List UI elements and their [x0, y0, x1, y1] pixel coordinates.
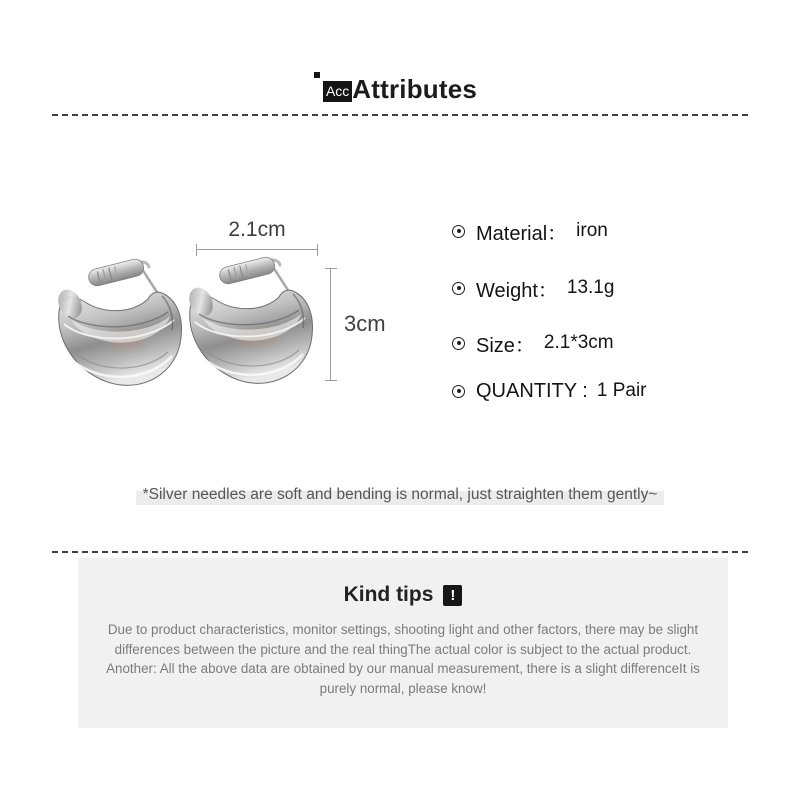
acc-badge-wrap	[323, 81, 352, 102]
decorative-square	[314, 72, 320, 78]
attribute-value: 13.1g	[566, 277, 615, 298]
width-dimension-label: 2.1cm	[228, 218, 286, 241]
circled-dot-icon	[452, 225, 465, 238]
width-dimension-line	[196, 249, 318, 250]
kind-tips-box	[78, 558, 728, 728]
kind-tips-line: Another: All the above data are obtained by our manual measurement, there is a slight differenceIt is	[106, 661, 700, 676]
acc-badge: Acc	[323, 81, 352, 102]
height-dimension-line	[330, 268, 331, 381]
kind-tips-title: Kind tips	[343, 583, 434, 606]
attribute-label: Material：	[476, 222, 568, 245]
attribute-row-weight	[452, 276, 614, 300]
section-header	[0, 74, 800, 104]
circled-dot-icon	[452, 337, 465, 350]
attribute-label: Weight：	[476, 279, 558, 302]
circled-dot-icon	[452, 385, 465, 398]
attribute-row-material	[452, 219, 608, 243]
earrings-product-image	[54, 252, 322, 394]
dashed-divider-bottom	[52, 551, 748, 553]
kind-tips-title-row	[78, 583, 728, 607]
height-dimension-label: 3cm	[344, 311, 386, 336]
needle-care-note-text: *Silver needles are soft and bending is normal, just straighten them gently~	[136, 485, 665, 505]
attribute-label: QUANTITY :	[476, 379, 588, 402]
attribute-value: 2.1*3cm	[543, 332, 614, 353]
circled-dot-icon	[452, 282, 465, 295]
attribute-row-size	[452, 331, 614, 355]
kind-tips-line: differences between the picture and the real thingThe actual color is subject to the actual product.	[114, 641, 692, 657]
attribute-value: 1 Pair	[596, 380, 647, 401]
attribute-label: Size：	[476, 334, 535, 357]
exclamation-icon: !	[443, 585, 462, 606]
page-title: Attributes	[352, 74, 478, 104]
kind-tips-body	[78, 620, 728, 698]
needle-care-note	[0, 486, 800, 504]
kind-tips-line: Due to product characteristics, monitor settings, shooting light and other factors, there may be slight	[107, 622, 699, 637]
kind-tips-line: purely normal, please know!	[319, 680, 487, 696]
dashed-divider-top	[52, 114, 748, 116]
attribute-row-quantity	[452, 379, 647, 403]
attribute-value: iron	[576, 220, 608, 241]
